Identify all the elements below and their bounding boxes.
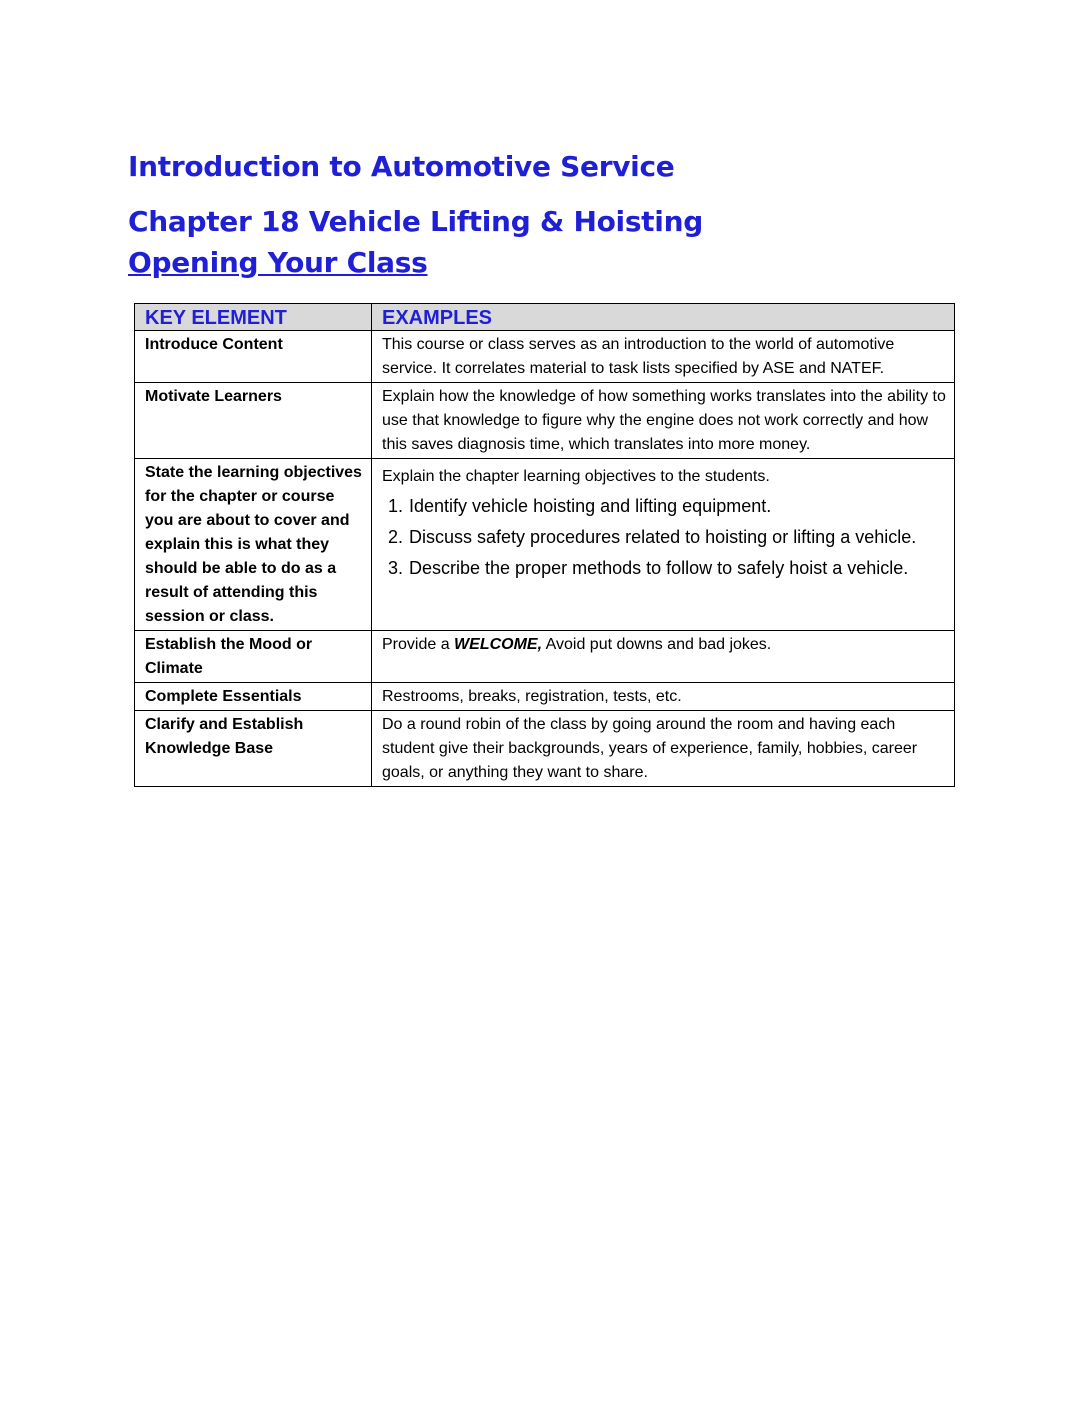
section-title: Opening Your Class bbox=[128, 246, 428, 279]
welcome-emphasis: WELCOME, bbox=[454, 636, 543, 653]
chapter-title: Chapter 18 Vehicle Lifting & Hoisting bbox=[128, 205, 703, 238]
table-row bbox=[135, 331, 955, 383]
example-cell: This course or class serves as an introduction to the world of automotive service. It correlates material to task lists specified by ASE and NATEF. bbox=[372, 331, 955, 383]
example-cell bbox=[372, 459, 955, 631]
key-element-cell: Motivate Learners bbox=[135, 383, 372, 459]
opening-class-table bbox=[134, 303, 955, 787]
key-element-cell: Establish the Mood or Climate bbox=[135, 631, 372, 683]
example-text: Avoid put downs and bad jokes. bbox=[542, 636, 772, 653]
table-row bbox=[135, 631, 955, 683]
example-text: Provide a bbox=[382, 636, 455, 653]
column-header-examples: EXAMPLES bbox=[372, 304, 955, 331]
key-element-cell: State the learning objectives for the chapter or course you are about to cover and explain this is what they should be able to do as a result of attending this session or class. bbox=[135, 459, 372, 631]
list-item: 3. Describe the proper methods to follow to safely hoist a vehicle. bbox=[408, 555, 946, 581]
column-header-key-element: KEY ELEMENT bbox=[135, 304, 372, 331]
table-row bbox=[135, 683, 955, 711]
example-cell: Do a round robin of the class by going around the room and having each student give their backgrounds, years of experience, family, hobbies, career goals, or anything they want to share. bbox=[372, 711, 955, 787]
table-header-row bbox=[135, 304, 955, 331]
table-row bbox=[135, 711, 955, 787]
objectives-intro: Explain the chapter learning objectives to the students. bbox=[382, 468, 770, 485]
key-element-cell: Clarify and Establish Knowledge Base bbox=[135, 711, 372, 787]
list-item: 2. Discuss safety procedures related to hoisting or lifting a vehicle. bbox=[408, 524, 946, 550]
example-cell: Explain how the knowledge of how something works translates into the ability to use that knowledge to figure why the engine does not work correctly and how this saves diagnosis time, which translates into more money. bbox=[372, 383, 955, 459]
table-row bbox=[135, 459, 955, 631]
course-title: Introduction to Automotive Service bbox=[128, 150, 675, 183]
key-element-cell: Complete Essentials bbox=[135, 683, 372, 711]
list-item: 1. Identify vehicle hoisting and lifting equipment. bbox=[408, 493, 946, 519]
example-cell bbox=[372, 631, 955, 683]
example-cell: Restrooms, breaks, registration, tests, etc. bbox=[372, 683, 955, 711]
table-row bbox=[135, 383, 955, 459]
key-element-cell: Introduce Content bbox=[135, 331, 372, 383]
objectives-list bbox=[382, 493, 946, 581]
